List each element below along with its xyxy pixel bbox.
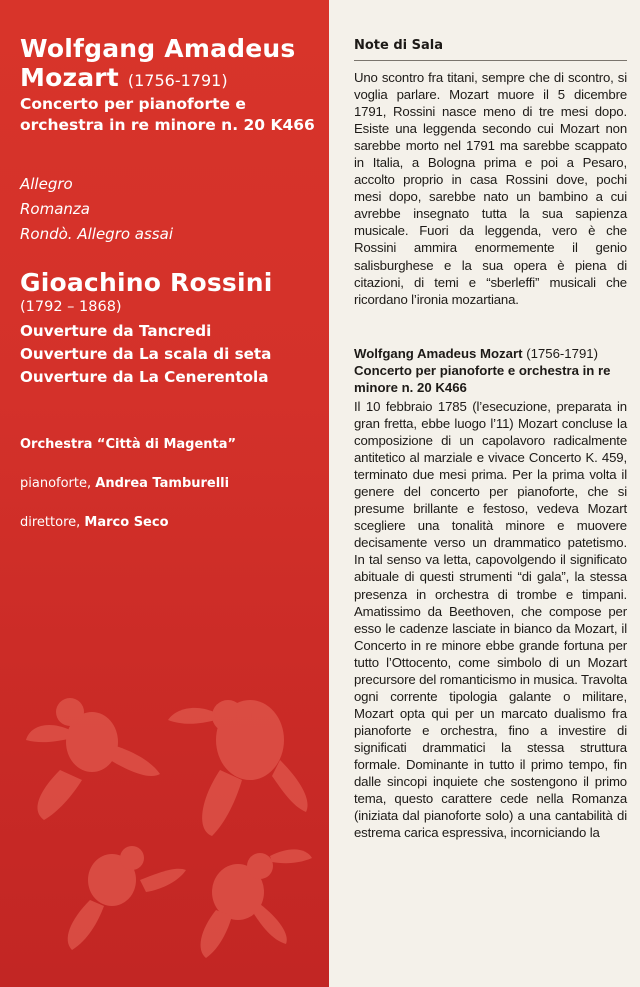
notes-header: Note di Sala [354,38,444,53]
mozart-work-title [20,94,315,136]
rossini-work-item: Ouverture da La scala di seta [20,345,272,363]
pianist-name: Andrea Tamburelli [95,476,230,491]
mozart-name-line2: Mozart [20,63,119,92]
conductor-credit [20,514,169,531]
mozart-work-line1: Concerto per pianoforte e [20,95,246,113]
section-dates: (1756-1791) [526,346,599,361]
rossini-work-item: Ouverture da La Cenerentola [20,368,269,386]
mozart-name-line1: Wolfgang Amadeus [20,34,296,63]
rossini-works [20,320,271,389]
section-work: Concerto per pianoforte e orchestra in re minore n. 20 K466 [354,363,611,395]
intro-paragraph: Uno scontro fra titani, sempre che di scontro, si voglia parlare. Mozart muore il 5 dicembre 1791, Rossini nasce meno di tre mesi dopo. Esiste una leggenda secondo cui Mozart non sarebbe morto nel 1791 ma sarebbe scappato in Italia, a Bologna prima e poi a Pesaro, accolto proprio in casa Rossini dove, pochi mesi dopo, sarebbe nato un bambino a cui avrebbe insegnato tutta la sua sapienza musicale. Fuori da leggenda, vero è che Rossini ammira enormemente il genio salisburghese e la sua opera è piena di citazioni, di temi e “sberleffi” musicali che ricordano l’ironia mozartiana. [354,70,627,307]
orchestra-label: Orchestra “Città di Magenta” [20,437,237,452]
rossini-work-item: Ouverture da Tancredi [20,322,212,340]
conductor-role: direttore, [20,515,81,530]
movement-item: Romanza [20,200,90,218]
rossini-dates: (1792 – 1868) [20,299,122,315]
movement-item: Rondò. Allegro assai [20,225,173,243]
mozart-movements [20,172,173,247]
notes-column [329,0,640,987]
section-composer: Wolfgang Amadeus Mozart [354,346,523,361]
pianist-role: pianoforte, [20,476,92,491]
pianist-credit [20,475,229,492]
mozart-name [20,34,295,95]
mozart-work-line2: orchestra in re minore n. 20 K466 [20,116,315,134]
mozart-dates: (1756-1791) [127,71,228,90]
conductor-name: Marco Seco [84,515,169,530]
body-paragraph: Il 10 febbraio 1785 (l’esecuzione, preparata in gran fretta, ebbe luogo l’11) Mozart concluse la composizione di un capolavoro radicalmente antitetico al marziale e vivace Concerto K. 459, terminato due mesi prima. Per la prima volta il genere del concerto per pianoforte, che si presume brillante e festoso, vedeva Mozart scegliere una tonalità minore e muovere decisamente verso un drammatico patetismo. In tal senso va letta, capovolgendo il significato abituale di questi strumenti “di gala”, la stessa presenza in orchestra di trombe e timpani. Amatissimo da Beethoven, che compose per esso le cadenze lasciate in bianco da Mozart, il Concerto in re minore ebbe grande fortuna per tutto l’Ottocento, come simbolo di un Mozart precursore del romanticismo in musica. Travolta ogni corrente tipologia galante o militare, Mozart opta qui per un marcato dualismo fra pianoforte e orchestra, fino a investire di significati drammatici la stessa struttura formale. Dominante in tutto il primo tempo, fin dalle sincopi inquiete che sostengono il primo tema, questo carattere cede nella Romanza (iniziata dal pianoforte solo) a una cantabilità di estrema carica espressiva, incorniciando la [354,399,627,841]
movement-item: Allegro [20,175,73,193]
section-heading [354,345,627,396]
header-divider [354,60,627,61]
rossini-name: Gioachino Rossini [20,268,273,297]
